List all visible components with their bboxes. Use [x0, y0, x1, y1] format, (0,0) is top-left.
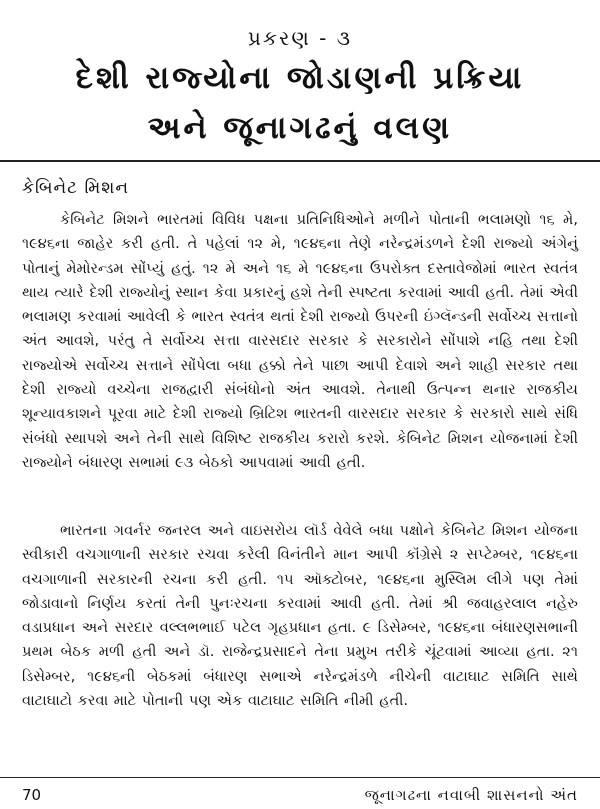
section-heading: કેબિનેટ મિશન	[22, 178, 130, 198]
body-paragraph: ભારતના ગવર્નર જનરલ અને વાઇસરોય લૉર્ડ વેવેલે બધા પક્ષોને કેબિનેટ મિશન યોજના સ્વીકારી વચગાળાની સરકાર રચવા કરેલી વિનંતીને માન આપી કૉંગ્રેસે ૨ સપ્ટેમ્બર, ૧૯૪૬ના વચગાળાની સરકારની રચના કરી હતી. ૧૫ ઑક્ટોબર, ૧૯૪૬ના મુસ્લિમ લીગે પણ તેમાં જોડાવાનો નિર્ણય કરતાં તેની પુનઃરચના કરવામાં આવી હતી. તેમાં શ્રી જવાહરલાલ નહેરુ વડાપ્રધાન અને સરદાર વલ્લભભાઈ પટેલ ગૃહપ્રધાન હતા. ૯ ડિસેમ્બર, ૧૯૪૬ના બંધારણસભાની પ્રથમ બેઠક મળી હતી અને ડૉ. રાજેન્દ્રપ્રસાદને તેના પ્રમુખ તરીકે ચૂંટવામાં આવ્યા હતા. ૨૧ ડિસેમ્બર, ૧૯૪૬ની બેઠકમાં બંધારણ સભાએ નરેન્દ્રમંડળે નીચેની વાટાઘાટ સમિતિ સાથે વાટાઘાટો કરવા માટે પોતાની પણ એક વાટાઘાટ સમિતિ નીમી હતી.	[22, 522, 578, 710]
header-rule	[0, 160, 600, 162]
page-number: 70	[22, 786, 42, 804]
chapter-label: પ્રકરણ - ૩	[247, 26, 353, 50]
chapter-title-line-2: અને જૂનાગઢનું વલણ	[147, 110, 453, 146]
running-title: જૂનાગઢના નવાબી શાસનનો અંત	[364, 786, 578, 804]
footer-rule	[0, 777, 600, 778]
body-paragraph: કેબિનેટ મિશને ભારતમાં વિવિધ પક્ષના પ્રતિનિધિઓને મળીને પોતાની ભલામણો ૧૬ મે, ૧૯૪૬ના જાહેર કરી હતી. તે પહેલાં ૧૨ મે, ૧૯૪૬ના તેણે નરેન્દ્રમંડળને દેશી રાજ્યો અંગેનું પોતાનું મેમોરન્ડમ સોંપ્યું હતું. ૧૨ મે અને ૧૬ મે ૧૯૪૬ના ઉપરોક્ત દસ્તાવેજોમાં ભારત સ્વતંત્ર થાય ત્યારે દેશી રાજ્યોનું સ્થાન કેવા પ્રકારનું હશે તેની સ્પષ્ટતા કરવામાં આવી હતી. તેમાં એવી ભલામણ કરવામાં આવેલી કે ભારત સ્વતંત્ર થતાં દેશી રાજ્યો ઉપરની ઇંગ્લૅન્ડની સર્વોચ્ચ સત્તાનો અંત આવશે, પરંતુ તે સર્વોચ્ચ સત્તા વારસદાર સરકાર કે સરકારોને સોંપાશે નહિ તથા દેશી રાજ્યોએ સર્વોચ્ચ સત્તાને સોંપેલા બધા હક્કો તેને પાછા આપી દેવાશે અને શાહી સરકાર તથા દેશી રાજ્યો વચ્ચેના રાજદ્વારી સંબંધોનો અંત આવશે. તેનાથી ઉત્પન્ન થનાર રાજકીય શૂન્યાવકાશને પૂરવા માટે દેશી રાજ્યો બ્રિટિશ ભારતની વારસદાર સરકાર કે સરકારો સાથે સંધિ સંબંધો સ્થાપશે અને તેની સાથે વિશિષ્ટ રાજકીય કરારો કરશે. કેબિનેટ મિશન યોજનામાં દેશી રાજ્યોને બંધારણ સભામાં ૯૩ બેઠકો આપવામાં આવી હતી.	[22, 211, 578, 471]
chapter-title-line-1: દેશી રાજ્યોના જોડાણની પ્રક્રિયા	[75, 60, 525, 96]
